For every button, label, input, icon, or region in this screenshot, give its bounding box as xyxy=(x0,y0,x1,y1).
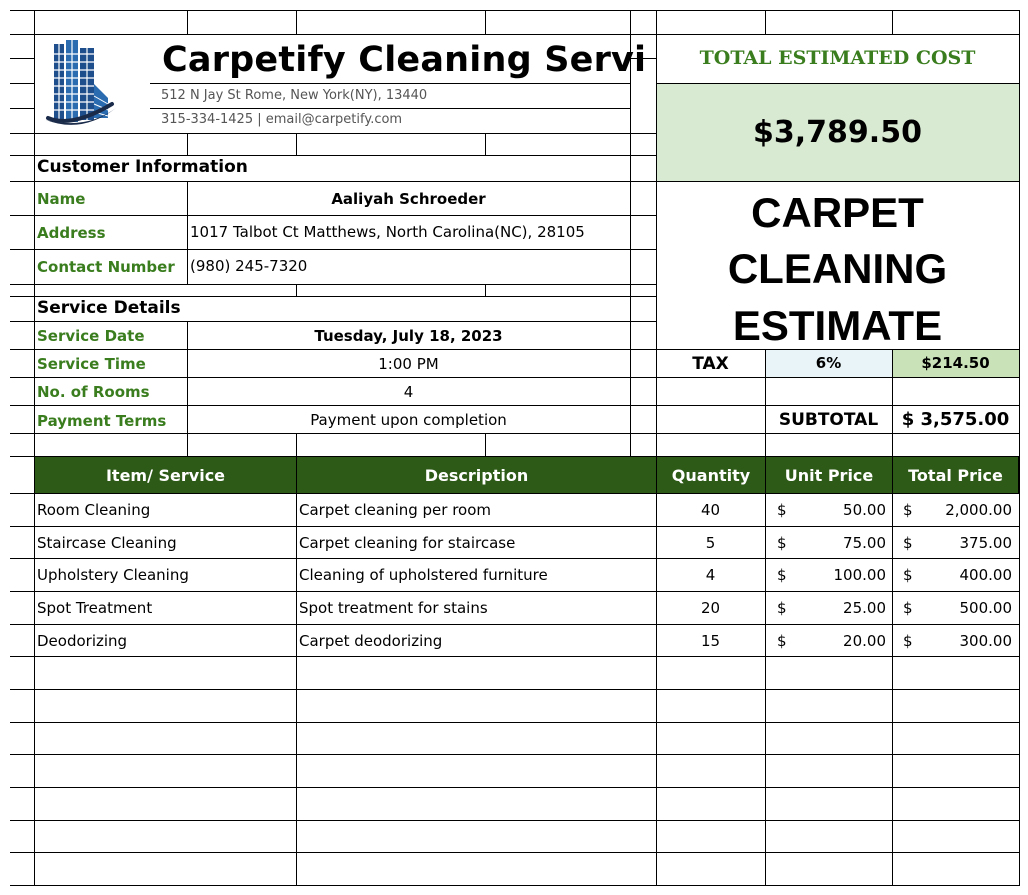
col-header-description: Description xyxy=(297,457,657,494)
customer-contact-value: (980) 245-7320 xyxy=(190,257,308,275)
row-total-price: 500.00 xyxy=(959,599,1012,617)
row-total-price: 375.00 xyxy=(959,534,1012,552)
customer-address-value: 1017 Talbot Ct Matthews, North Carolina(NC), 28105 xyxy=(190,223,585,241)
customer-name-label: Name xyxy=(37,190,86,208)
row-quantity: 5 xyxy=(705,534,716,552)
row-item: Spot Treatment xyxy=(37,599,153,617)
row-item: Upholstery Cleaning xyxy=(37,566,189,584)
row-quantity: 20 xyxy=(700,599,721,617)
service-date-label: Service Date xyxy=(37,327,145,345)
row-unit-currency: $ xyxy=(777,632,787,650)
row-item: Room Cleaning xyxy=(37,501,151,519)
customer-name-value: Aaliyah Schroeder xyxy=(331,190,486,208)
tax-label: TAX xyxy=(692,354,729,374)
row-total-currency: $ xyxy=(903,501,913,519)
service-rooms-value: 4 xyxy=(403,383,414,401)
doc-title-line1: CARPET xyxy=(751,189,924,236)
subtotal-label: SUBTOTAL xyxy=(778,410,879,430)
row-description: Carpet cleaning for staircase xyxy=(299,534,516,552)
tax-amount-value: $214.50 xyxy=(921,354,990,372)
total-cost-label: TOTAL ESTIMATED COST xyxy=(699,47,976,69)
row-item: Staircase Cleaning xyxy=(37,534,177,552)
row-description: Spot treatment for stains xyxy=(299,599,488,617)
row-quantity: 15 xyxy=(700,632,721,650)
col-header-unit-price: Unit Price xyxy=(766,457,893,494)
row-total-price: 400.00 xyxy=(959,566,1012,584)
service-terms-value: Payment upon completion xyxy=(310,411,507,429)
service-date-value: Tuesday, July 18, 2023 xyxy=(314,327,503,345)
row-unit-currency: $ xyxy=(777,566,787,584)
row-description: Carpet deodorizing xyxy=(299,632,443,650)
row-unit-price: 75.00 xyxy=(843,534,886,552)
col-header-total-price: Total Price xyxy=(893,457,1019,494)
row-quantity: 40 xyxy=(700,501,721,519)
doc-title-line2: CLEANING xyxy=(727,245,948,292)
row-unit-currency: $ xyxy=(777,534,787,552)
total-cost-value: $3,789.50 xyxy=(753,115,922,150)
tax-rate-value: 6% xyxy=(815,354,842,372)
service-time-value: 1:00 PM xyxy=(378,355,439,373)
row-total-currency: $ xyxy=(903,534,913,552)
col-header-item: Item/ Service xyxy=(35,457,297,494)
row-total-currency: $ xyxy=(903,566,913,584)
row-unit-price: 20.00 xyxy=(843,632,886,650)
customer-address-label: Address xyxy=(37,224,106,242)
row-total-price: 300.00 xyxy=(959,632,1012,650)
row-total-price: 2,000.00 xyxy=(945,501,1012,519)
row-total-currency: $ xyxy=(903,632,913,650)
service-time-label: Service Time xyxy=(37,355,146,373)
row-description: Cleaning of upholstered furniture xyxy=(299,566,548,584)
company-contact: 315-334-1425 | email@carpetify.com xyxy=(161,112,403,127)
subtotal-value: $ 3,575.00 xyxy=(901,409,1010,430)
col-header-quantity: Quantity xyxy=(657,457,766,494)
row-unit-price: 50.00 xyxy=(843,501,886,519)
row-total-currency: $ xyxy=(903,599,913,617)
row-unit-price: 100.00 xyxy=(833,566,886,584)
doc-title-line3: ESTIMATE xyxy=(732,302,943,349)
row-quantity: 4 xyxy=(705,566,716,584)
service-section-title: Service Details xyxy=(37,298,181,318)
company-address: 512 N Jay St Rome, New York(NY), 13440 xyxy=(161,88,428,103)
service-rooms-label: No. of Rooms xyxy=(37,383,150,401)
row-unit-price: 25.00 xyxy=(843,599,886,617)
company-name: Carpetify Cleaning Servi xyxy=(162,40,647,80)
row-item: Deodorizing xyxy=(37,632,128,650)
building-logo-icon xyxy=(42,38,122,130)
row-description: Carpet cleaning per room xyxy=(299,501,492,519)
customer-section-title: Customer Information xyxy=(37,157,248,177)
service-terms-label: Payment Terms xyxy=(37,412,167,430)
row-unit-currency: $ xyxy=(777,599,787,617)
customer-contact-label: Contact Number xyxy=(37,258,175,276)
row-unit-currency: $ xyxy=(777,501,787,519)
